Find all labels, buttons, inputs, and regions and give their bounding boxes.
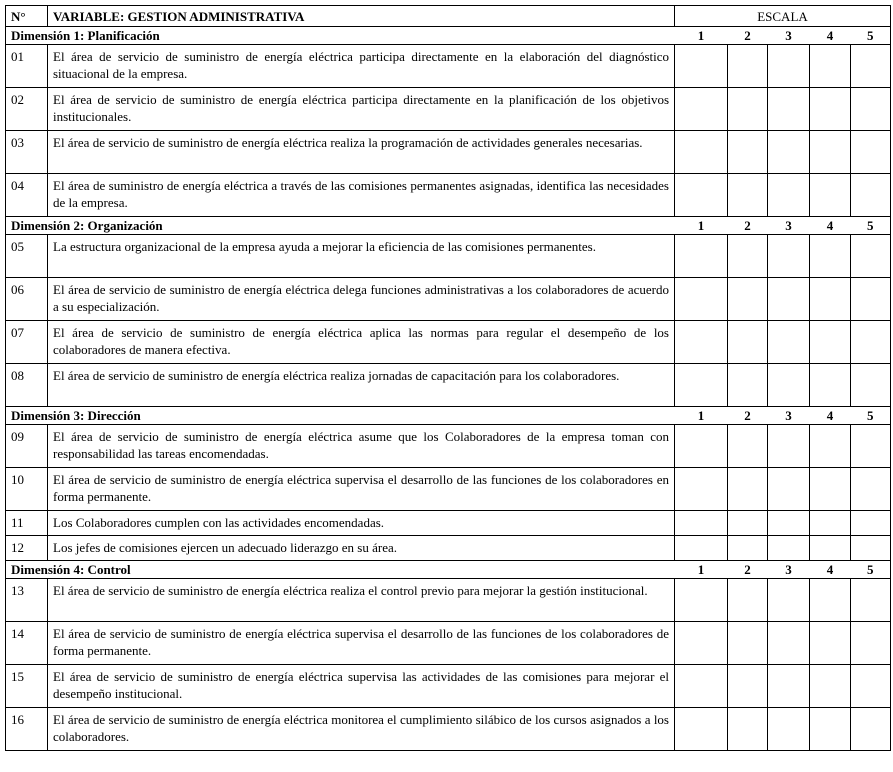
response-cell-1[interactable]: [675, 622, 728, 665]
response-cell-1[interactable]: [675, 665, 728, 708]
item-number: 07: [6, 321, 48, 364]
item-row: [6, 235, 891, 278]
dimension-title: Dimensión 2: Organización: [6, 217, 675, 235]
item-number: 15: [6, 665, 48, 708]
response-cell-2[interactable]: [728, 235, 768, 278]
item-row: [6, 579, 891, 622]
scale-value-3: 3: [768, 217, 810, 235]
response-cell-4[interactable]: [810, 708, 851, 751]
item-row: [6, 425, 891, 468]
response-cell-4[interactable]: [810, 235, 851, 278]
response-cell-3[interactable]: [768, 235, 810, 278]
item-statement: El área de servicio de suministro de energía eléctrica delega funciones administrativas a los colaboradores de acuerdo a su especialización.: [48, 278, 675, 321]
scale-value-3: 3: [768, 407, 810, 425]
response-cell-5[interactable]: [851, 278, 891, 321]
response-cell-4[interactable]: [810, 511, 851, 536]
response-cell-3[interactable]: [768, 579, 810, 622]
response-cell-4[interactable]: [810, 88, 851, 131]
item-row: [6, 174, 891, 217]
item-row: [6, 708, 891, 751]
item-number: 01: [6, 45, 48, 88]
item-statement: El área de servicio de suministro de energía eléctrica supervisa el desarrollo de las funciones de los colaboradores en forma permanente.: [48, 468, 675, 511]
survey-table: [5, 5, 891, 751]
response-cell-3[interactable]: [768, 536, 810, 561]
item-statement: Los Colaboradores cumplen con las actividades encomendadas.: [48, 511, 675, 536]
item-number: 11: [6, 511, 48, 536]
response-cell-3[interactable]: [768, 131, 810, 174]
item-number: 05: [6, 235, 48, 278]
scale-value-4: 4: [810, 217, 851, 235]
response-cell-5[interactable]: [851, 536, 891, 561]
item-statement: El área de servicio de suministro de energía eléctrica supervisa las actividades de las comisiones para mejorar el desempeño institucional.: [48, 665, 675, 708]
item-number: 13: [6, 579, 48, 622]
item-number: 08: [6, 364, 48, 407]
response-cell-1[interactable]: [675, 468, 728, 511]
response-cell-5[interactable]: [851, 665, 891, 708]
dimension-row: [6, 561, 891, 579]
response-cell-4[interactable]: [810, 45, 851, 88]
response-cell-4[interactable]: [810, 321, 851, 364]
item-row: [6, 511, 891, 536]
response-cell-2[interactable]: [728, 131, 768, 174]
item-row: [6, 364, 891, 407]
scale-value-1: 1: [675, 561, 728, 579]
item-statement: La estructura organizacional de la empresa ayuda a mejorar la eficiencia de las comisiones permanentes.: [48, 235, 675, 278]
item-statement: El área de servicio de suministro de energía eléctrica realiza jornadas de capacitación para los colaboradores.: [48, 364, 675, 407]
response-cell-5[interactable]: [851, 511, 891, 536]
response-cell-5[interactable]: [851, 88, 891, 131]
response-cell-2[interactable]: [728, 425, 768, 468]
item-number: 16: [6, 708, 48, 751]
scale-value-2: 2: [728, 27, 768, 45]
variable-header: VARIABLE: GESTION ADMINISTRATIVA: [48, 6, 675, 27]
response-cell-5[interactable]: [851, 45, 891, 88]
response-cell-2[interactable]: [728, 536, 768, 561]
response-cell-5[interactable]: [851, 425, 891, 468]
response-cell-1[interactable]: [675, 45, 728, 88]
item-row: [6, 88, 891, 131]
response-cell-1[interactable]: [675, 321, 728, 364]
response-cell-5[interactable]: [851, 579, 891, 622]
scale-value-2: 2: [728, 407, 768, 425]
item-row: [6, 131, 891, 174]
response-cell-1[interactable]: [675, 579, 728, 622]
response-cell-3[interactable]: [768, 665, 810, 708]
response-cell-5[interactable]: [851, 131, 891, 174]
item-number: 04: [6, 174, 48, 217]
scale-value-2: 2: [728, 217, 768, 235]
item-row: [6, 665, 891, 708]
response-cell-5[interactable]: [851, 235, 891, 278]
response-cell-4[interactable]: [810, 174, 851, 217]
dimension-title: Dimensión 1: Planificación: [6, 27, 675, 45]
item-number: 14: [6, 622, 48, 665]
response-cell-2[interactable]: [728, 174, 768, 217]
item-number: 10: [6, 468, 48, 511]
item-number: 12: [6, 536, 48, 561]
response-cell-2[interactable]: [728, 321, 768, 364]
scale-value-1: 1: [675, 407, 728, 425]
response-cell-4[interactable]: [810, 579, 851, 622]
response-cell-2[interactable]: [728, 364, 768, 407]
scale-value-3: 3: [768, 561, 810, 579]
response-cell-1[interactable]: [675, 425, 728, 468]
item-row: [6, 468, 891, 511]
response-cell-2[interactable]: [728, 88, 768, 131]
item-number: 02: [6, 88, 48, 131]
response-cell-4[interactable]: [810, 425, 851, 468]
response-cell-5[interactable]: [851, 321, 891, 364]
item-number: 03: [6, 131, 48, 174]
scale-value-1: 1: [675, 217, 728, 235]
item-statement: El área de suministro de energía eléctrica a través de las comisiones permanentes asignadas, identifica las necesidades de la empresa.: [48, 174, 675, 217]
response-cell-3[interactable]: [768, 708, 810, 751]
item-statement: El área de servicio de suministro de energía eléctrica realiza la programación de actividades generales necesarias.: [48, 131, 675, 174]
item-statement: El área de servicio de suministro de energía eléctrica participa directamente en la elaboración del diagnóstico situacional de la empresa.: [48, 45, 675, 88]
scale-header: ESCALA: [675, 6, 891, 27]
number-header: N°: [6, 6, 48, 27]
item-row: [6, 536, 891, 561]
response-cell-1[interactable]: [675, 278, 728, 321]
response-cell-3[interactable]: [768, 425, 810, 468]
response-cell-2[interactable]: [728, 622, 768, 665]
scale-value-4: 4: [810, 27, 851, 45]
response-cell-4[interactable]: [810, 622, 851, 665]
response-cell-1[interactable]: [675, 235, 728, 278]
response-cell-1[interactable]: [675, 511, 728, 536]
item-statement: El área de servicio de suministro de energía eléctrica asume que los Colaboradores de la empresa toman con responsabilidad las tareas encomendadas.: [48, 425, 675, 468]
scale-value-4: 4: [810, 407, 851, 425]
response-cell-3[interactable]: [768, 321, 810, 364]
response-cell-3[interactable]: [768, 364, 810, 407]
scale-value-5: 5: [851, 217, 891, 235]
response-cell-1[interactable]: [675, 131, 728, 174]
item-statement: El área de servicio de suministro de energía eléctrica aplica las normas para regular el desempeño de los colaboradores de manera efectiva.: [48, 321, 675, 364]
scale-value-2: 2: [728, 561, 768, 579]
header-row: [6, 6, 891, 27]
item-statement: El área de servicio de suministro de energía eléctrica monitorea el cumplimiento silábico de los cursos asignados a los colaboradores.: [48, 708, 675, 751]
response-cell-3[interactable]: [768, 278, 810, 321]
response-cell-4[interactable]: [810, 665, 851, 708]
response-cell-4[interactable]: [810, 278, 851, 321]
response-cell-5[interactable]: [851, 622, 891, 665]
response-cell-1[interactable]: [675, 88, 728, 131]
response-cell-1[interactable]: [675, 708, 728, 751]
response-cell-3[interactable]: [768, 45, 810, 88]
response-cell-4[interactable]: [810, 364, 851, 407]
item-number: 06: [6, 278, 48, 321]
response-cell-3[interactable]: [768, 622, 810, 665]
response-cell-5[interactable]: [851, 364, 891, 407]
item-statement: El área de servicio de suministro de energía eléctrica realiza el control previo para mejorar la gestión institucional.: [48, 579, 675, 622]
response-cell-5[interactable]: [851, 708, 891, 751]
scale-value-5: 5: [851, 561, 891, 579]
scale-value-1: 1: [675, 27, 728, 45]
response-cell-2[interactable]: [728, 511, 768, 536]
response-cell-3[interactable]: [768, 468, 810, 511]
response-cell-2[interactable]: [728, 278, 768, 321]
response-cell-5[interactable]: [851, 468, 891, 511]
response-cell-2[interactable]: [728, 45, 768, 88]
response-cell-2[interactable]: [728, 708, 768, 751]
response-cell-1[interactable]: [675, 174, 728, 217]
item-row: [6, 622, 891, 665]
dimension-title: Dimensión 3: Dirección: [6, 407, 675, 425]
item-statement: El área de servicio de suministro de energía eléctrica supervisa el desarrollo de las funciones de los colaboradores de forma permanente.: [48, 622, 675, 665]
response-cell-5[interactable]: [851, 174, 891, 217]
dimension-row: [6, 407, 891, 425]
dimension-title: Dimensión 4: Control: [6, 561, 675, 579]
item-statement: Los jefes de comisiones ejercen un adecuado liderazgo en su área.: [48, 536, 675, 561]
response-cell-4[interactable]: [810, 131, 851, 174]
response-cell-3[interactable]: [768, 174, 810, 217]
dimension-row: [6, 217, 891, 235]
response-cell-4[interactable]: [810, 536, 851, 561]
response-cell-2[interactable]: [728, 665, 768, 708]
response-cell-1[interactable]: [675, 364, 728, 407]
item-statement: El área de servicio de suministro de energía eléctrica participa directamente en la planificación de los objetivos institucionales.: [48, 88, 675, 131]
item-row: [6, 45, 891, 88]
response-cell-1[interactable]: [675, 536, 728, 561]
scale-value-4: 4: [810, 561, 851, 579]
item-row: [6, 278, 891, 321]
item-number: 09: [6, 425, 48, 468]
response-cell-2[interactable]: [728, 468, 768, 511]
scale-value-5: 5: [851, 27, 891, 45]
response-cell-3[interactable]: [768, 88, 810, 131]
response-cell-2[interactable]: [728, 579, 768, 622]
dimension-row: [6, 27, 891, 45]
scale-value-3: 3: [768, 27, 810, 45]
response-cell-4[interactable]: [810, 468, 851, 511]
scale-value-5: 5: [851, 407, 891, 425]
item-row: [6, 321, 891, 364]
response-cell-3[interactable]: [768, 511, 810, 536]
